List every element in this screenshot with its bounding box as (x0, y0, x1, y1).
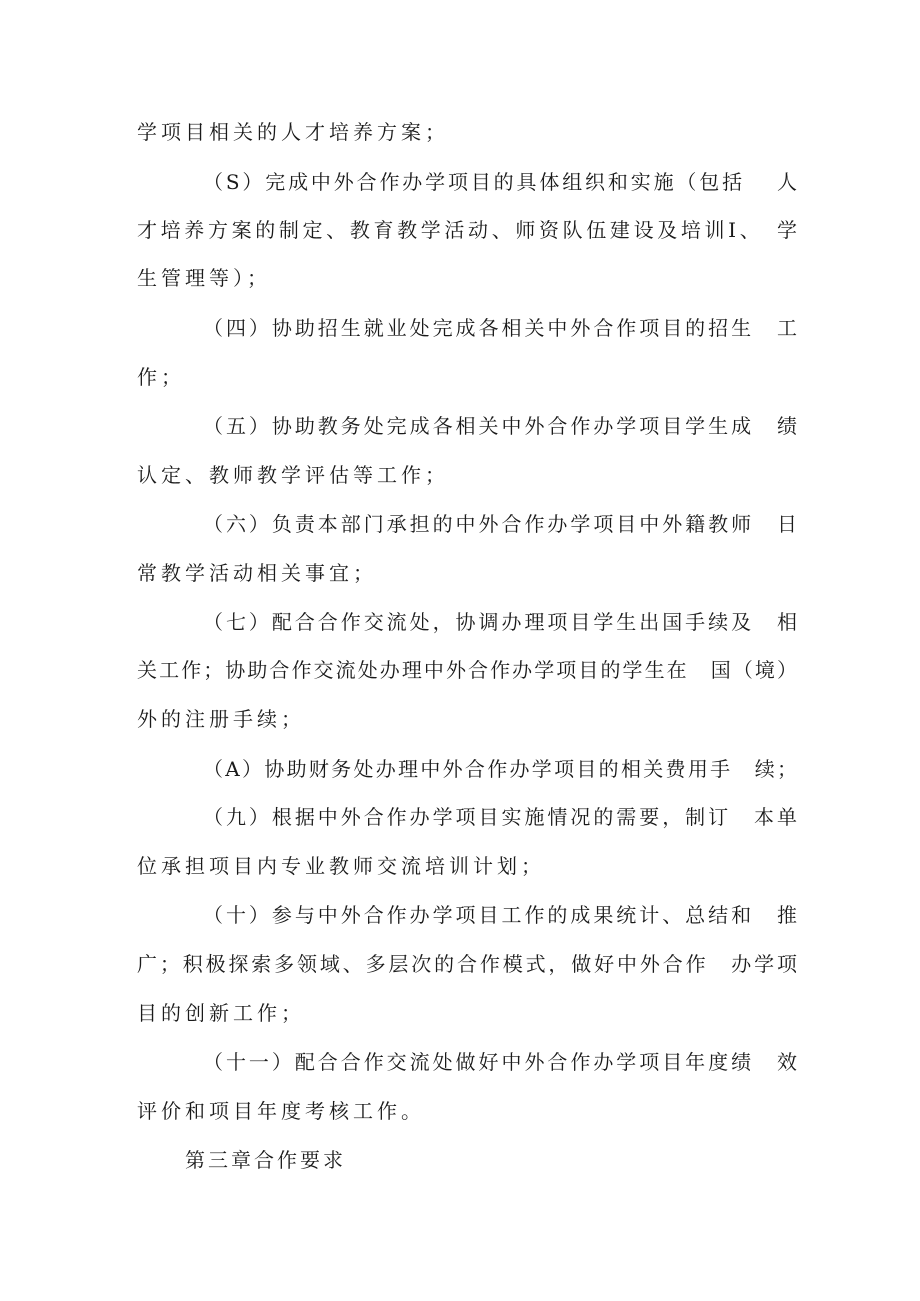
paragraph-line: 评价和项目年度考核工作。 (137, 1099, 425, 1123)
paragraph-line: （十一）配合合作交流处做好中外合作办学项目年度绩 效 (203, 1050, 797, 1074)
paragraph-line: （A）协助财务处办理中外合作办学项目的相关费用手 续； (203, 757, 797, 781)
paragraph-line: 常教学活动相关事宜； (137, 561, 377, 585)
paragraph-line: （六）负责本部门承担的中外合作办学项目中外籍教师 日 (203, 512, 797, 536)
chapter-heading: 第三章合作要求 (185, 1148, 346, 1172)
paragraph-line: （七）配合合作交流处，协调办理项目学生出国手续及 相 (203, 610, 797, 634)
paragraph-line: 才培养方案的制定、教育教学活动、师资队伍建设及培训I、 学 (137, 218, 797, 242)
paragraph-line: （四）协助招生就业处完成各相关中外合作项目的招生 工 (203, 316, 797, 340)
paragraph-line: （十）参与中外合作办学项目工作的成果统计、总结和 推 (203, 903, 797, 927)
paragraph-line: 生管理等）； (137, 266, 271, 290)
paragraph-line: （五）协助教务处完成各相关中外合作办学项目学生成 绩 (203, 414, 797, 438)
paragraph-line: 作； (137, 365, 185, 389)
paragraph-line: （S）完成中外合作办学项目的具体组织和实施（包括 人 (203, 170, 797, 194)
paragraph-line: 外的注册手续； (137, 707, 305, 731)
paragraph-line: （九）根据中外合作办学项目实施情况的需要，制订 本单 (203, 805, 797, 829)
paragraph-line: 广；积极探索多领域、多层次的合作模式，做好中外合作 办学项 (137, 952, 797, 976)
paragraph-line: 目的创新工作； (137, 1001, 305, 1025)
paragraph-line: 认定、教师教学评估等工作； (137, 463, 449, 487)
paragraph-line: 学项目相关的人才培养方案； (137, 120, 449, 144)
paragraph-line: 位承担项目内专业教师交流培训计划； (137, 854, 545, 878)
paragraph-line: 关工作；协助合作交流处办理中外合作办学项目的学生在 国（境） (137, 658, 797, 682)
